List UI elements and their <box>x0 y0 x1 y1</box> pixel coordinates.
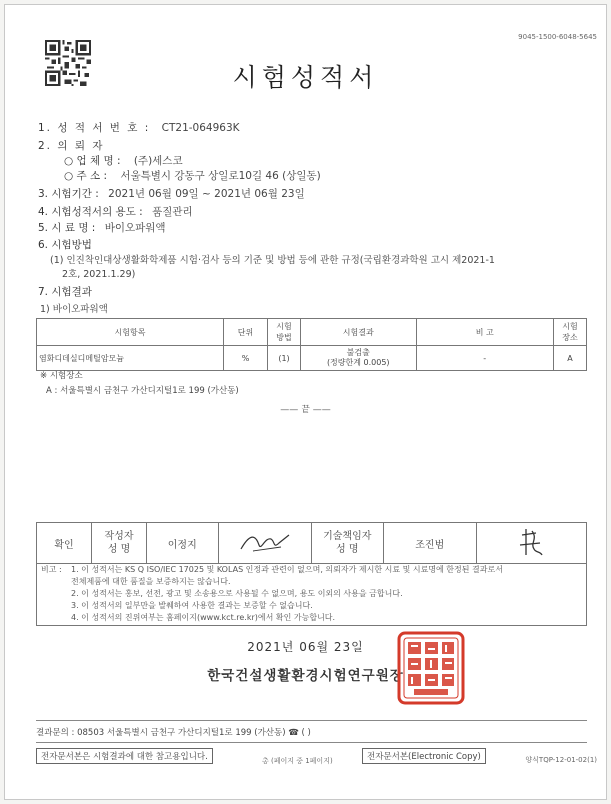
note-1-cont: 전체제품에 대한 품질을 보증하지는 않습니다. <box>71 577 231 586</box>
footer-divider-2 <box>36 742 587 743</box>
cell-location: A <box>554 346 587 371</box>
cell-unit: % <box>224 346 268 371</box>
document-number: 9045-1500-6048-5645 <box>518 33 597 41</box>
address-row <box>64 168 321 183</box>
sample-label: 5. 시 료 명 : <box>38 222 96 234</box>
results-label: 7. 시험결과 <box>38 286 92 298</box>
tech-signature <box>477 523 587 564</box>
contact-info: 결과문의 : 08503 서울특별시 금천구 가산디지털1로 199 (가산동) ☎ ( ) <box>36 728 311 738</box>
method-line-1: (1) 인진착인대상생활화학제품 시험·검사 등의 기준 및 방법 등에 관한 규정(국립환경과학원 고시 제2021-1 <box>50 255 495 266</box>
table-row <box>37 346 587 371</box>
company-value: (주)세스코 <box>133 155 183 167</box>
electronic-copy-box <box>362 748 486 764</box>
purpose-row <box>38 204 193 219</box>
header-remarks: 비 고 <box>416 319 554 346</box>
tech-label: 기술책임자 성 명 <box>312 523 384 564</box>
cell-test-item: 염화디데실디메틸암모늄 <box>37 346 224 371</box>
note-1: 1. 이 성적서는 KS Q ISO/IEC 17025 및 KOLAS 인정과 관련이 없으며, 의뢰자가 제시한 시료 및 시료명에 한정된 결과로서 <box>71 565 503 574</box>
notes-box <box>36 562 587 626</box>
period-row <box>38 186 305 201</box>
method-label: 6. 시험방법 <box>38 239 92 251</box>
tech-name: 조진범 <box>383 523 477 564</box>
issue-date: 2021년 06월 23일 <box>247 640 364 654</box>
company-row <box>64 153 183 168</box>
issuer-name: 한국건설생활환경시험연구원장 <box>207 668 404 684</box>
cert-number-value: CT21-064963K <box>161 122 240 134</box>
confirm-label: 확인 <box>37 523 92 564</box>
location-line: A : 서울특별시 금천구 가산디지털1로 199 (가산동) <box>46 386 239 396</box>
page-count: 총 (페이지 중 1페이지) <box>262 757 333 765</box>
note-2: 2. 이 성적서는 홍보, 선전, 광고 및 소송용으로 사용될 수 없으며, 용도 이외의 사용을 금합니다. <box>71 589 403 598</box>
writer-signature-icon <box>235 527 295 557</box>
header-test-method: 시험 방법 <box>268 319 301 346</box>
cell-method: (1) <box>268 346 301 371</box>
sample-row <box>38 220 166 235</box>
writer-label: 작성자 성 명 <box>92 523 147 564</box>
address-label: ○ 주 소 : <box>64 170 107 182</box>
note-3: 3. 이 성적서의 일부만을 발췌하여 사용한 결과는 보증할 수 없습니다. <box>71 601 313 610</box>
reference-note: 전자문서본은 시험결과에 대한 참고용입니다. <box>36 748 213 764</box>
notes-label: 비고 : <box>41 565 62 574</box>
method-line-2: 2호, 2021.1.29) <box>62 269 136 280</box>
cell-result: 불검출 (정량한계 0.005) <box>301 346 417 371</box>
header-test-item: 시험항목 <box>37 319 224 346</box>
reference-note-box <box>36 748 213 764</box>
method-heading <box>38 237 92 252</box>
company-label: ○ 업 체 명 : <box>64 155 121 167</box>
footer-divider <box>36 720 587 721</box>
writer-name: 이정지 <box>147 523 219 564</box>
purpose-value: 품질관리 <box>152 206 193 218</box>
period-value: 2021년 06월 09일 ~ 2021년 06월 23일 <box>108 188 305 200</box>
tech-signature-icon <box>512 525 552 559</box>
cert-number-row <box>38 120 240 135</box>
cell-remarks: - <box>416 346 554 371</box>
period-label: 3. 시험기간 : <box>38 188 99 200</box>
results-table <box>36 318 587 371</box>
results-subheading: 1) 바이오파워액 <box>40 304 108 315</box>
sample-value: 바이오파워액 <box>104 222 166 234</box>
purpose-label: 4. 시험성적서의 용도 : <box>38 206 143 218</box>
header-test-location: 시험 장소 <box>554 319 587 346</box>
client-label: 2. 의 뢰 자 <box>38 140 105 152</box>
cert-number-label: 1. 성 적 서 번 호 : <box>38 122 151 134</box>
signature-table <box>36 522 587 564</box>
results-heading <box>38 284 92 299</box>
document-title: 시험성적서 <box>232 63 379 92</box>
results-header-row <box>37 319 587 346</box>
address-value: 서울특별시 강동구 상일로10길 46 (상일동) <box>120 170 321 182</box>
header-unit: 단위 <box>224 319 268 346</box>
form-code: 양식TQP-12-01-02(1) <box>525 756 597 764</box>
official-seal-icon <box>396 630 466 706</box>
header-test-result: 시험결과 <box>301 319 417 346</box>
note-4: 4. 이 성적서의 진위여부는 홈페이지(www.kct.re.kr)에서 확인 가능합니다. <box>71 613 336 622</box>
signature-row <box>37 523 587 564</box>
client-heading <box>38 138 104 153</box>
electronic-copy-label: 전자문서본(Electronic Copy) <box>362 748 486 764</box>
location-title: ※ 시험장소 <box>40 371 83 381</box>
writer-signature <box>218 523 312 564</box>
end-marker: —— 끝 —— <box>280 405 331 415</box>
